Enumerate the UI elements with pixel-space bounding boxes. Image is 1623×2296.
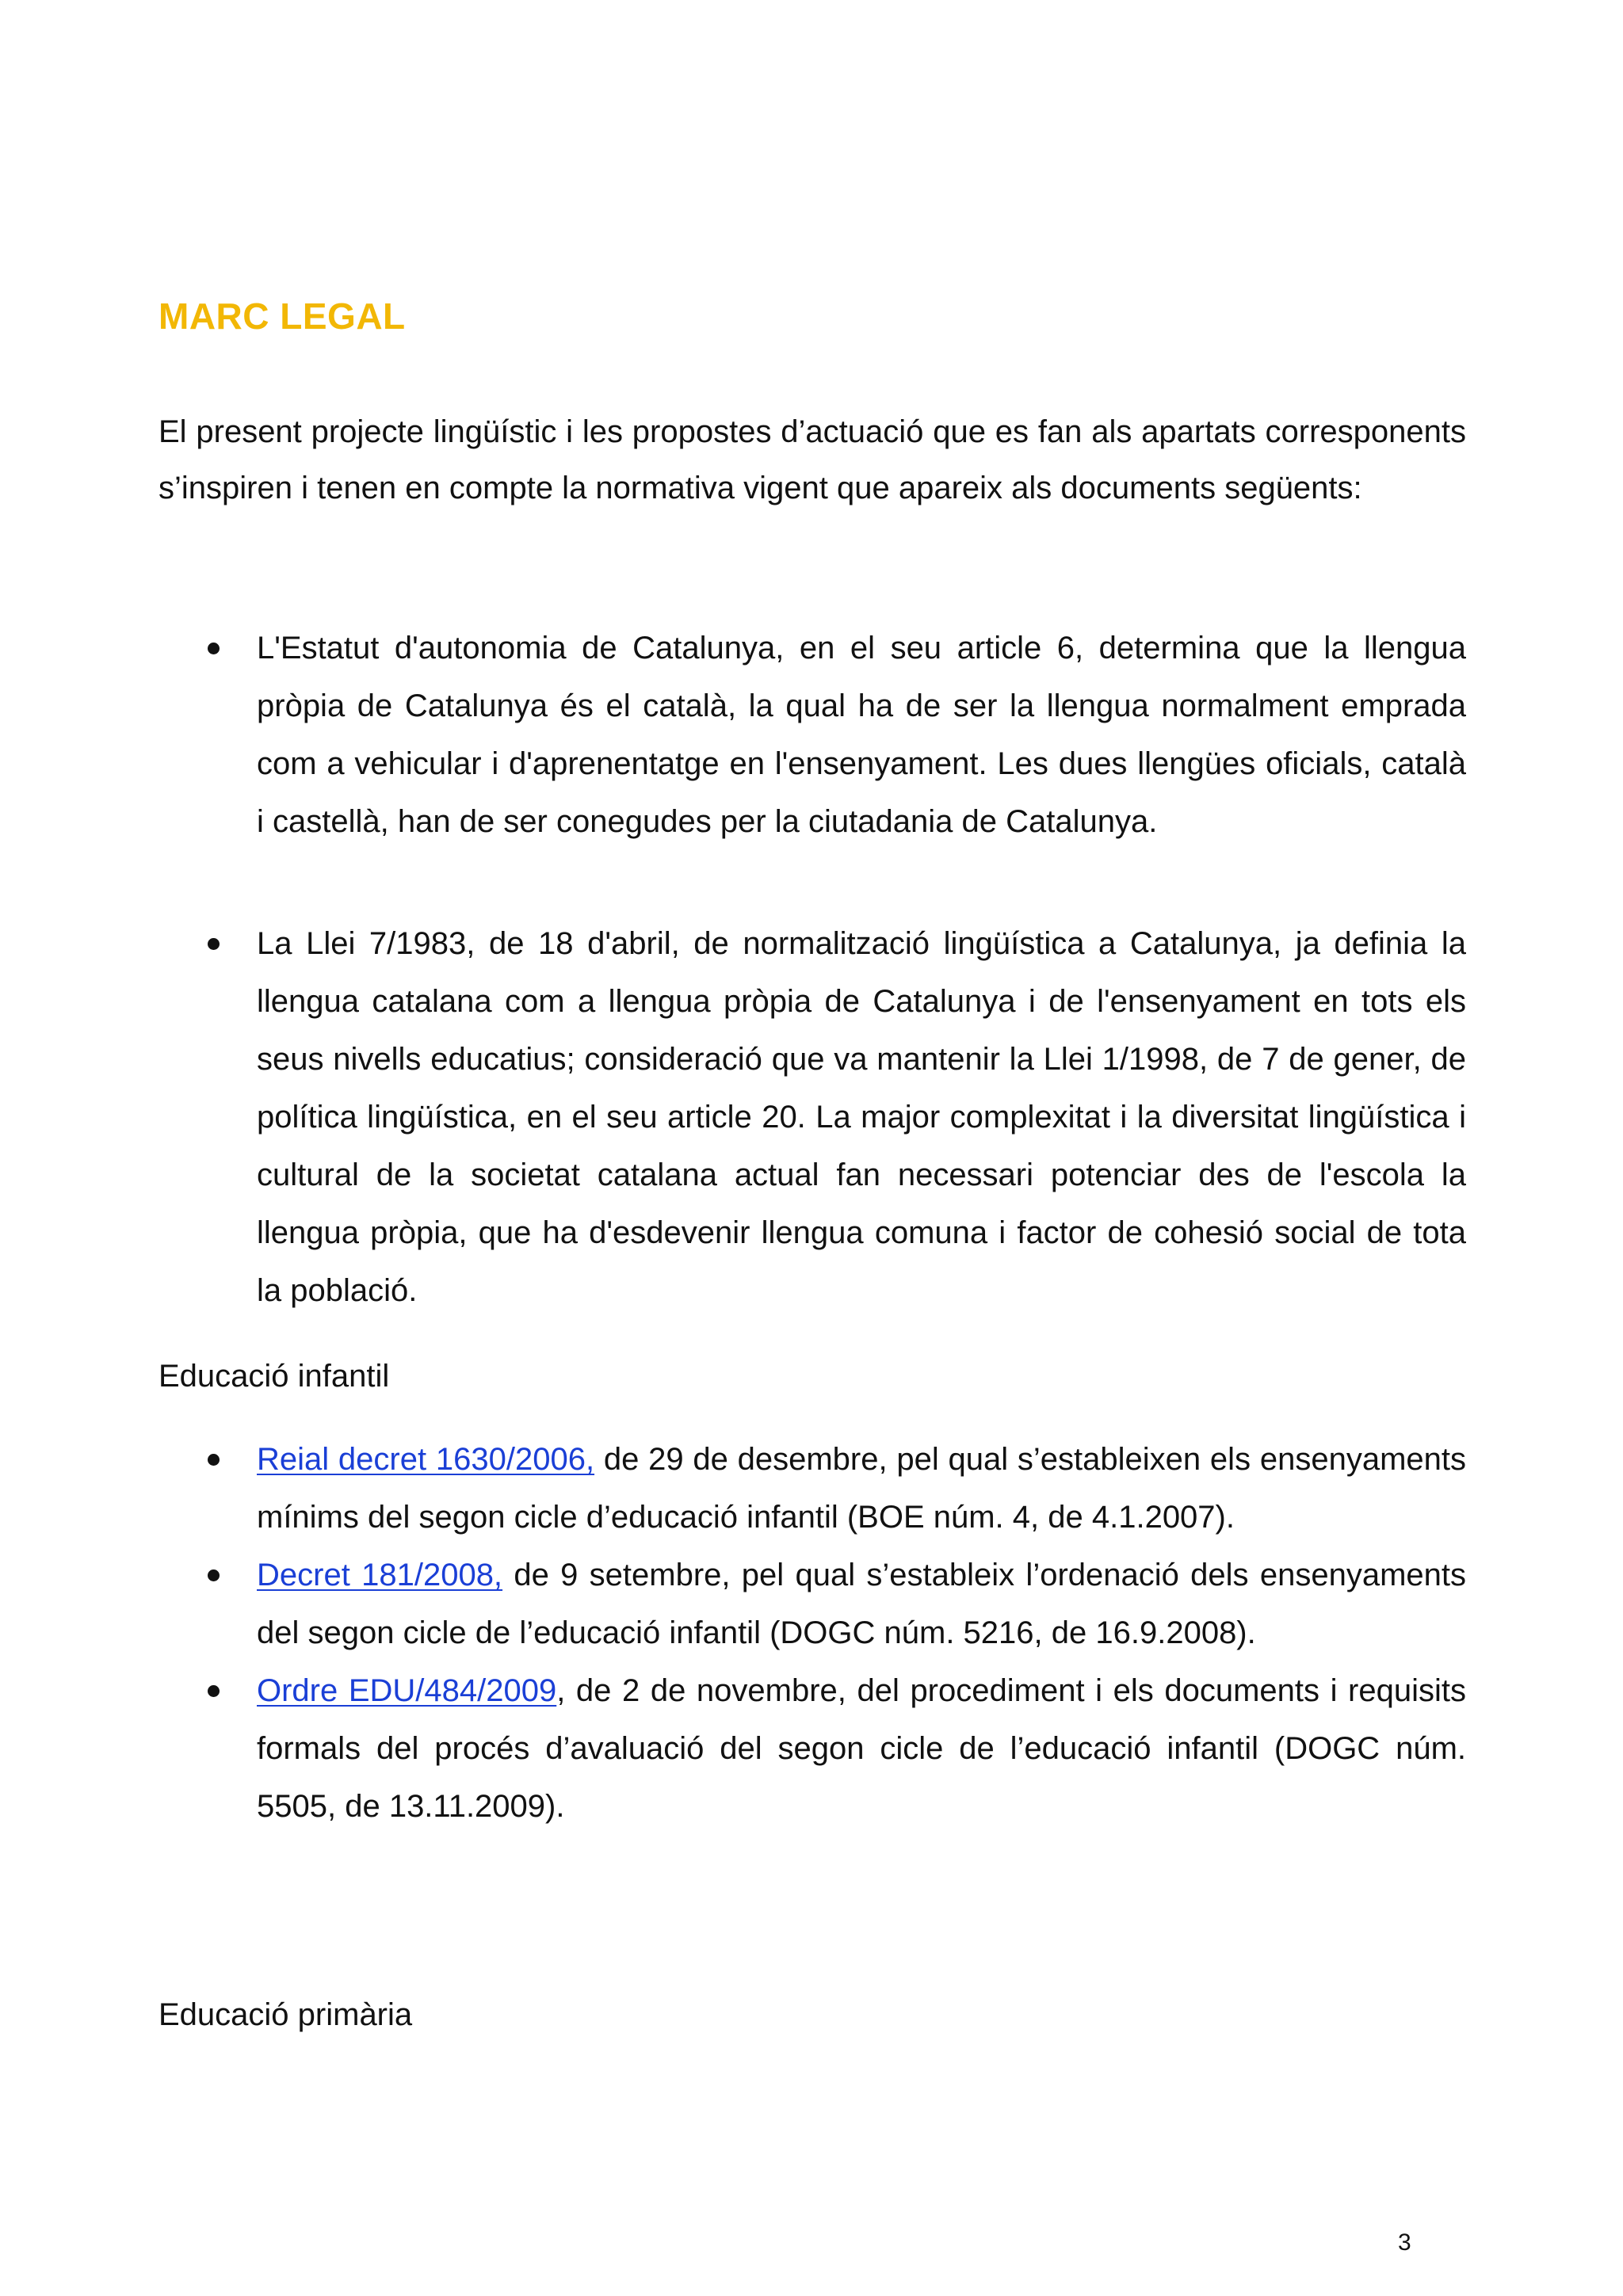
link-decret-181-2008[interactable]: Decret 181/2008, <box>257 1558 503 1592</box>
bullet-icon <box>208 1454 220 1466</box>
bullet-icon <box>208 1685 220 1697</box>
list-item <box>158 1547 1466 1662</box>
bullet-icon <box>208 643 220 654</box>
list-item-text: La Llei 7/1983, de 18 d'abril, de normalització lingüística a Catalunya, ja definia la llengua catalana com a llengua pròpia de Catalunya i de l'ensenyament en tots els seus nivells educatius; consideració que va mantenir la Llei 1/1998, de 7 de gener, de política lingüística, en el seu article 20. La major complexitat i la diversitat lingüística i cultural de la societat catalana actual fan necessari potenciar des de l'escola la llengua pròpia, que ha d'esdevenir llengua comuna i factor de cohesió social de tota la població. <box>257 926 1466 1308</box>
list-item-text: L'Estatut d'autonomia de Catalunya, en el seu article 6, determina que la llengua pròpia de Catalunya és el català, la qual ha de ser la llengua normalment emprada com a vehicular i d'aprenentatge en l'ensenyament. Les dues llengües oficials, català i castellà, han de ser conegudes per la ciutadania de Catalunya. <box>257 631 1466 839</box>
heading-educacio-primaria: Educació primària <box>158 1997 413 2032</box>
list-item-text: de 9 setembre, pel qual s’estableix l’ordenació dels ensenyaments del segon cicle de l’educació infantil (DOGC núm. 5216, de 16.9.2008). <box>257 1558 1467 1650</box>
infantil-bullet-list <box>158 1431 1466 1836</box>
heading-educacio-infantil: Educació infantil <box>158 1359 390 1394</box>
list-item <box>158 915 1466 1320</box>
list-item <box>158 620 1466 851</box>
list-item <box>158 1662 1466 1836</box>
link-ordre-edu-484-2009[interactable]: Ordre EDU/484/2009 <box>257 1673 557 1708</box>
list-item <box>158 1431 1466 1547</box>
page-number: 3 <box>1398 2229 1411 2256</box>
intro-paragraph: El present projecte lingüístic i les propostes d’actuació que es fan als apartats corresponents s’inspiren i tenen en compte la normativa vigent que apareix als documents següents: <box>158 414 1466 505</box>
link-reial-decret-1630-2006[interactable]: Reial decret 1630/2006, <box>257 1442 595 1477</box>
list-item-text: de 29 de desembre, pel qual s’estableixen els ensenyaments mínims del segon cicle d’educació infantil (BOE núm. 4, de 4.1.2007). <box>257 1442 1466 1535</box>
legal-bullet-list-2 <box>158 915 1466 1320</box>
bullet-icon <box>208 938 220 950</box>
list-item-text: , de 2 de novembre, del procediment i els documents i requisits formals del procés d’avaluació del segon cicle de l’educació infantil (DOGC núm. 5505, de 13.11.2009). <box>257 1673 1466 1824</box>
bullet-icon <box>208 1569 220 1581</box>
section-title: MARC LEGAL <box>158 296 406 337</box>
legal-bullet-list-1 <box>158 620 1466 851</box>
